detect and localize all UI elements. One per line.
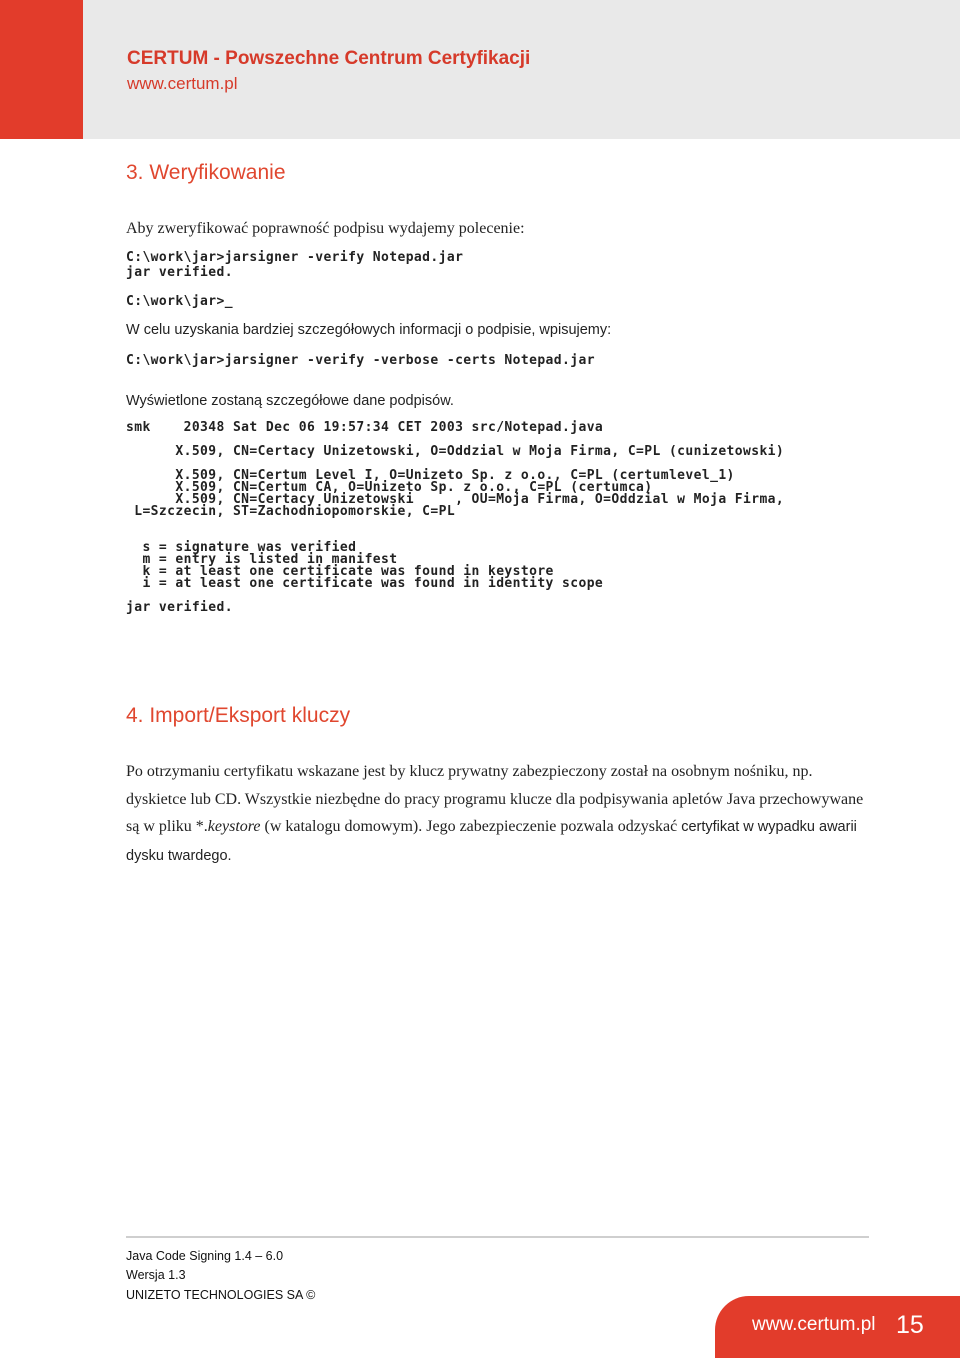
output-line-cert: X.509, CN=Certacy Unizetowski , OU=Moja Firma, O=Oddzial w Moja Firma, [126, 492, 785, 507]
output-legend-line: k = at least one certificate was found in keystore [126, 564, 554, 579]
paragraph-text: certyfikat w wypadku awarii dysku twardego. [126, 819, 857, 864]
output-jar-verified: jar verified. [126, 600, 233, 615]
details-shown-text: Wyświetlone zostaną szczegółowe dane podpisów. [126, 393, 454, 409]
output-legend-line: m = entry is listed in manifest [126, 552, 398, 567]
output-line-cert: X.509, CN=Certum Level I, O=Unizeto Sp. z o.o., C=PL (certumlevel_1) [126, 468, 735, 483]
header-red-block [0, 0, 83, 139]
output-legend-line: i = at least one certificate was found in identity scope [126, 576, 604, 591]
output-line-jar-entry: smk 20348 Sat Dec 06 19:57:34 CET 2003 src/Notepad.java [126, 420, 604, 435]
output-line-cert: L=Szczecin, ST=Zachodniopomorskie, C=PL [126, 504, 456, 519]
brand-url: www.certum.pl [127, 74, 238, 93]
brand-title: CERTUM - Powszechne Centrum Certyfikacji [127, 48, 531, 69]
section-4-heading: 4. Import/Eksport kluczy [126, 704, 351, 727]
footer-url: www.certum.pl [752, 1314, 876, 1335]
page-header [0, 0, 960, 139]
paragraph-text: (w katalogu domowym). Jego zabezpieczenie pozwala odzyskać [260, 818, 682, 835]
paragraph-text: Po otrzymaniu certyfikatu wskazane jest by klucz prywatny zabezpieczony został na osobnym nośniku, np. dyskietce lub CD. Wszystkie niezbędne do pracy programu klucze dla podpisywania apletów Java przechowywane są w pliku *. [126, 763, 864, 835]
footer-divider [126, 1236, 869, 1238]
footer-badge [715, 1296, 960, 1358]
paragraph-italic: keystore [207, 818, 261, 835]
verify-intro: Aby zweryfikować poprawność podpisu wydajemy polecenie: [126, 220, 525, 237]
command-line: C:\work\jar>jarsigner -verify Notepad.jar [126, 250, 464, 265]
footer-version: Wersja 1.3 [126, 1268, 186, 1282]
section-4-paragraph [126, 758, 871, 870]
output-legend-line: s = signature was verified [126, 540, 357, 555]
command-prompt: C:\work\jar>_ [126, 294, 233, 309]
page-number: 15 [896, 1311, 924, 1339]
output-line-cert: X.509, CN=Certum CA, O=Unizeto Sp. z o.o., C=PL (certumca) [126, 480, 653, 495]
footer-product: Java Code Signing 1.4 – 6.0 [126, 1249, 284, 1263]
verbose-command: C:\work\jar>jarsigner -verify -verbose -certs Notepad.jar [126, 353, 595, 368]
section-3-heading: 3. Weryfikowanie [126, 161, 286, 184]
detail-intro: W celu uzyskania bardziej szczegółowych informacji o podpisie, wpisujemy: [126, 322, 612, 338]
footer-company: UNIZETO TECHNOLOGIES SA © [126, 1288, 316, 1302]
output-line-cert: X.509, CN=Certacy Unizetowski, O=Oddzial w Moja Firma, C=PL (cunizetowski) [126, 444, 785, 459]
command-output: jar verified. [126, 265, 233, 280]
